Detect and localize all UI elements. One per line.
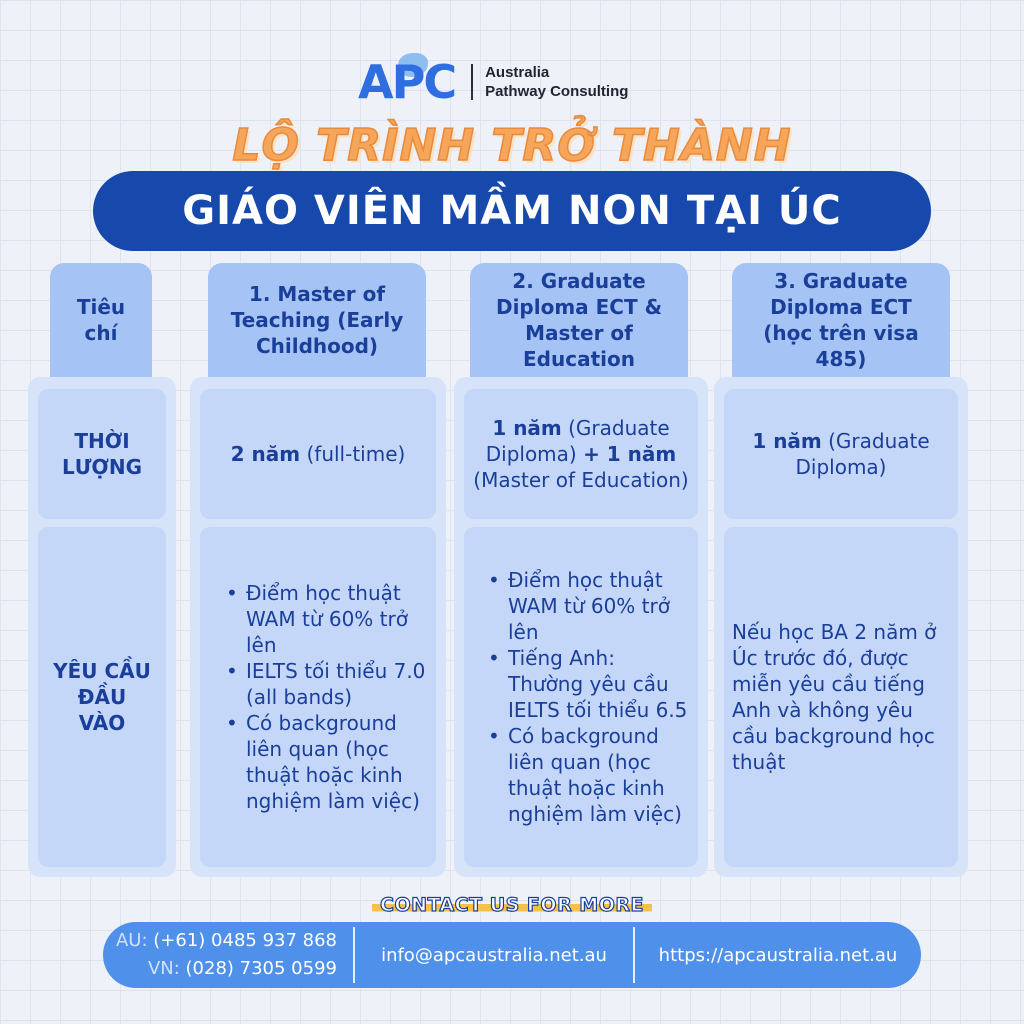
requirements-3-text: Nếu học BA 2 năm ở Úc trước đó, được miễn yêu cầu tiếng Anh và không yêu cầu background học thuật: [732, 620, 937, 774]
criteria-header-label: Tiêu chí: [76, 295, 126, 345]
column-3-header-label: 3. Graduate Diploma ECT (học trên visa 485): [763, 269, 919, 371]
brand-name: [485, 63, 628, 101]
footer-divider: [353, 927, 355, 983]
duration-2-bold: 1 năm: [492, 416, 562, 440]
column-1-header: [208, 263, 426, 377]
duration-cell-1: [200, 389, 436, 519]
row-requirements-label: YÊU CẦU ĐẦU VÀO: [53, 659, 151, 735]
contact-heading: [0, 894, 1024, 916]
au-label: AU:: [115, 930, 148, 951]
duration-2-bold2: + 1 năm: [583, 442, 677, 466]
list-item: • Điểm học thuật WAM từ 60% trở lên: [220, 580, 430, 658]
list-item: • Điểm học thuật WAM từ 60% trở lên: [482, 567, 692, 645]
row-requirements-label-cell: [38, 527, 166, 867]
vn-label: VN:: [147, 958, 180, 979]
email-link[interactable]: info@apcaustralia.net.au: [381, 944, 607, 966]
duration-1-text: (full-time): [300, 442, 406, 466]
title-line1: LỘ TRÌNH TRỞ THÀNH: [232, 120, 792, 171]
brand-logo: [358, 54, 628, 110]
duration-3-text: (Graduate Diploma): [795, 429, 930, 479]
criteria-header: [50, 263, 152, 377]
duration-2-text2: (Master of Education): [473, 468, 689, 492]
duration-1-bold: 2 năm: [230, 442, 301, 466]
duration-cell-3: [724, 389, 958, 519]
requirements-cell-2: [464, 527, 698, 867]
vn-phone[interactable]: (028) 7305 0599: [185, 958, 337, 979]
requirements-cell-3: [724, 527, 958, 867]
column-3-header: [732, 263, 950, 377]
requirements-2-list: [482, 567, 692, 827]
requirements-1-list: [220, 580, 430, 814]
title-line2: GIÁO VIÊN MẦM NON TẠI ÚC: [182, 188, 842, 234]
contact-heading-text: CONTACT US FOR MORE: [372, 894, 652, 916]
list-item: • Có background liên quan (học thuật hoặc kinh nghiệm làm việc): [482, 723, 692, 827]
column-1-header-label: 1. Master of Teaching (Early Childhood): [230, 282, 404, 358]
brand-name-line1: Australia: [485, 64, 550, 81]
apc-logo-mark: [358, 55, 456, 109]
phone-block: [103, 927, 353, 983]
list-item: • Tiếng Anh: Thường yêu cầu IELTS tối thiểu 6.5: [482, 645, 692, 723]
title-banner: [93, 171, 931, 251]
requirements-cell-1: [200, 527, 436, 867]
contact-bar: [103, 922, 921, 988]
footer-divider: [633, 927, 635, 983]
row-duration-label-cell: [38, 389, 166, 519]
list-item: • Có background liên quan (học thuật hoặc kinh nghiệm làm việc): [220, 710, 430, 814]
list-item: • IELTS tối thiểu 7.0 (all bands): [220, 658, 430, 710]
logo-text: APC: [358, 55, 456, 109]
website-link[interactable]: https://apcaustralia.net.au: [658, 944, 898, 966]
column-2-header-label: 2. Graduate Diploma ECT & Master of Education: [495, 269, 663, 371]
row-duration-label: THỜI LƯỢNG: [61, 429, 143, 479]
duration-2-text: (Graduate Diploma): [485, 416, 670, 466]
logo-divider: [471, 64, 473, 100]
column-2-header: [470, 263, 688, 377]
duration-cell-2: [464, 389, 698, 519]
duration-3-bold: 1 năm: [752, 429, 822, 453]
au-phone[interactable]: (+61) 0485 937 868: [153, 930, 337, 951]
brand-name-line2: Pathway Consulting: [485, 83, 629, 100]
